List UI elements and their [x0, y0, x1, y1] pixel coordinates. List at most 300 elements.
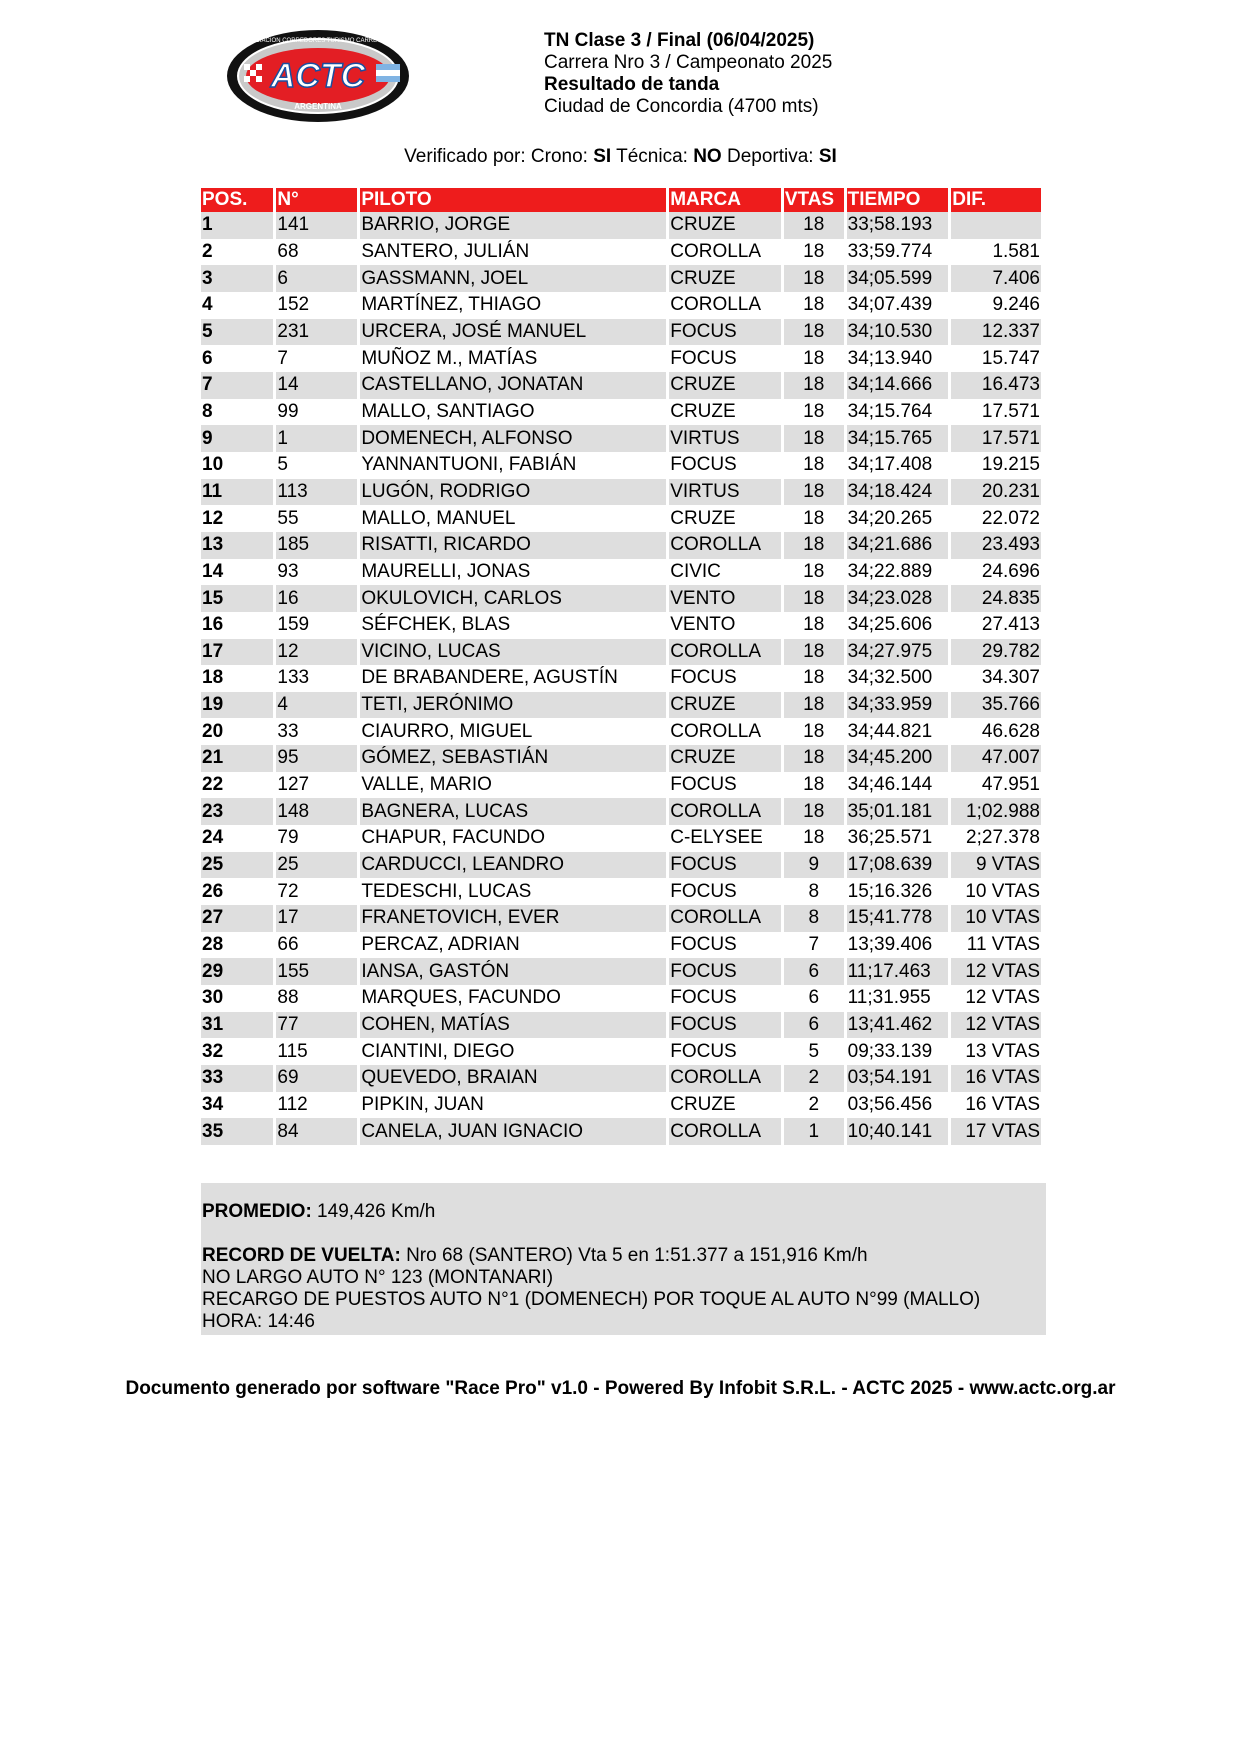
cell-dif: 24.696 [981, 560, 1040, 582]
cell-pos: 33 [201, 1065, 273, 1092]
table-row [201, 239, 1041, 266]
cell-num: 25 [276, 852, 357, 879]
cell-piloto: OKULOVICH, CARLOS [360, 585, 666, 612]
cell-vtas: 18 [784, 265, 844, 292]
cell-tiempo: 33;58.193 [847, 212, 949, 239]
table-row [201, 452, 1041, 479]
cell-vtas: 18 [784, 692, 844, 719]
cell-piloto: DE BRABANDERE, AGUSTÍN [361, 667, 618, 689]
cell-marca: VENTO [670, 614, 736, 636]
cell-piloto: MAURELLI, JONAS [361, 560, 531, 582]
cell-tiempo: 15;16.326 [847, 880, 933, 902]
cell-piloto: GÓMEZ, SEBASTIÁN [360, 745, 666, 772]
cell-pos: 6 [202, 347, 213, 369]
header-piloto: PILOTO [360, 188, 666, 212]
cell-dif: 16 VTAS [965, 1093, 1040, 1115]
cell-pos: 19 [201, 692, 273, 719]
cell-piloto: TETI, JERÓNIMO [360, 692, 666, 719]
cell-pos: 17 [201, 639, 273, 666]
header-dif: DIF. [951, 188, 1041, 212]
cell-tiempo: 36;25.571 [847, 827, 933, 849]
cell-num: 68 [277, 240, 299, 262]
table-row [201, 585, 1041, 612]
cell-marca: FOCUS [670, 1040, 737, 1062]
cell-vtas: 18 [784, 425, 844, 452]
header-tiempo: TIEMPO [847, 188, 949, 212]
cell-tiempo: 34;25.606 [847, 614, 933, 636]
cell-pos: 24 [202, 827, 224, 849]
note-no-largo: NO LARGO AUTO N° 123 (MONTANARI) [202, 1267, 554, 1288]
cell-vtas: 9 [784, 852, 844, 879]
table-row [201, 612, 1041, 639]
table-row [201, 825, 1041, 852]
cell-marca: CRUZE [670, 507, 736, 529]
cell-vtas: 18 [784, 479, 844, 506]
table-row [201, 1118, 1041, 1145]
table-row [201, 958, 1041, 985]
table-row [201, 905, 1041, 932]
table-row [201, 718, 1041, 745]
cell-dif: 12 VTAS [965, 987, 1040, 1009]
cell-vtas: 7 [808, 934, 820, 956]
cell-num: 152 [277, 294, 310, 316]
cell-dif: 34.307 [981, 667, 1040, 689]
cell-dif: 47.951 [981, 774, 1040, 796]
cell-piloto: MALLO, MANUEL [361, 507, 516, 529]
cell-dif: 9.246 [992, 294, 1040, 316]
tecnica-status: NO [693, 146, 722, 167]
cell-marca: FOCUS [670, 347, 737, 369]
cell-dif: 7.406 [951, 265, 1041, 292]
cell-vtas: 18 [803, 827, 825, 849]
cell-tiempo: 33;59.774 [847, 240, 933, 262]
table-row [201, 559, 1041, 586]
table-row [201, 665, 1041, 692]
cell-dif: 11 VTAS [966, 934, 1040, 956]
cell-num: 72 [277, 880, 299, 902]
cell-num: 155 [276, 958, 357, 985]
cell-tiempo: 34;27.975 [847, 639, 949, 666]
cell-dif: 12 VTAS [951, 1012, 1041, 1039]
cell-piloto: SANTERO, JULIÁN [361, 240, 530, 262]
cell-piloto: URCERA, JOSÉ MANUEL [360, 319, 666, 346]
cell-tiempo: 34;20.265 [847, 507, 933, 529]
cell-num: 112 [277, 1093, 308, 1115]
cell-pos: 16 [202, 614, 224, 636]
cell-pos: 4 [202, 294, 213, 316]
cell-marca: CRUZE [669, 212, 781, 239]
cell-pos: 28 [202, 934, 224, 956]
cell-marca: CRUZE [669, 745, 781, 772]
cell-num: 69 [276, 1065, 357, 1092]
table-row [201, 639, 1041, 666]
cell-pos: 29 [201, 958, 273, 985]
cell-marca: CRUZE [669, 692, 781, 719]
cell-pos: 15 [201, 585, 273, 612]
cell-dif: 9 VTAS [951, 852, 1041, 879]
cell-marca: FOCUS [670, 454, 737, 476]
cell-vtas: 18 [803, 720, 825, 742]
cell-tiempo: 15;41.778 [847, 905, 949, 932]
cell-num: 33 [277, 720, 299, 742]
cell-tiempo: 35;01.181 [847, 798, 949, 825]
cell-dif: 12.337 [951, 319, 1041, 346]
table-row [201, 772, 1041, 799]
table-row [201, 878, 1041, 905]
record-line [201, 1245, 1046, 1267]
cell-marca: VIRTUS [669, 479, 781, 506]
cell-pos: 18 [202, 667, 224, 689]
cell-piloto: VALLE, MARIO [361, 774, 492, 796]
cell-marca: COROLLA [669, 639, 781, 666]
cell-dif: 2;27.378 [966, 827, 1040, 849]
cell-vtas: 18 [784, 745, 844, 772]
header-vtas: VTAS [784, 188, 844, 212]
cell-vtas: 18 [803, 294, 825, 316]
cell-piloto: LUGÓN, RODRIGO [360, 479, 666, 506]
cell-num: 159 [277, 614, 310, 636]
cell-tiempo: 34;44.821 [847, 720, 933, 742]
cell-piloto: CASTELLANO, JONATAN [360, 372, 666, 399]
cell-piloto: CHAPUR, FACUNDO [361, 827, 546, 849]
race-time: HORA: 14:46 [202, 1311, 315, 1332]
cell-pos: 32 [202, 1040, 224, 1062]
cell-tiempo: 13;39.406 [847, 934, 933, 956]
cell-num: 231 [276, 319, 357, 346]
cell-pos: 34 [202, 1093, 224, 1115]
table-row [201, 532, 1041, 559]
deportiva-status: SI [818, 146, 837, 167]
cell-tiempo: 34;46.144 [847, 774, 933, 796]
cell-num: 185 [276, 532, 357, 559]
cell-vtas: 8 [784, 905, 844, 932]
cell-piloto: MUÑOZ M., MATÍAS [361, 347, 538, 369]
cell-marca: COROLLA [669, 905, 781, 932]
cell-num: 115 [277, 1040, 308, 1062]
cell-tiempo: 17;08.639 [847, 852, 949, 879]
cell-piloto: CARDUCCI, LEANDRO [360, 852, 666, 879]
cell-num: 16 [276, 585, 357, 612]
cell-piloto: PERCAZ, ADRIAN [361, 934, 520, 956]
cell-pos: 10 [202, 454, 224, 476]
cell-tiempo: 11;17.463 [847, 958, 949, 985]
crono-status: SI [593, 146, 612, 167]
cell-dif: 13 VTAS [965, 1040, 1040, 1062]
cell-piloto: RISATTI, RICARDO [360, 532, 666, 559]
actc-logo [226, 28, 411, 124]
circuit-location: Ciudad de Concordia (4700 mts) [544, 96, 819, 117]
cell-num: 133 [277, 667, 310, 689]
logo-text: ACTC [270, 57, 366, 95]
cell-tiempo: 03;54.191 [847, 1065, 949, 1092]
cell-vtas: 18 [803, 347, 825, 369]
document-subtitle: Resultado de tanda [544, 74, 720, 95]
cell-dif: 27.413 [981, 614, 1040, 636]
cell-marca: CRUZE [669, 372, 781, 399]
promedio-line [201, 1201, 1046, 1223]
cell-marca: CRUZE [670, 400, 736, 422]
cell-vtas: 5 [808, 1040, 820, 1062]
cell-vtas: 18 [784, 585, 844, 612]
cell-dif: 24.835 [951, 585, 1041, 612]
cell-dif: 47.007 [951, 745, 1041, 772]
cell-num: 88 [277, 987, 299, 1009]
cell-dif: 22.072 [981, 507, 1040, 529]
cell-tiempo: 34;23.028 [847, 585, 949, 612]
cell-vtas: 18 [784, 212, 844, 239]
cell-pos: 30 [202, 987, 224, 1009]
cell-marca: VENTO [669, 585, 781, 612]
table-row [201, 1092, 1041, 1119]
cell-pos: 1 [201, 212, 273, 239]
cell-marca: FOCUS [670, 987, 737, 1009]
cell-piloto: MARQUES, FACUNDO [361, 987, 561, 1009]
cell-marca: CRUZE [669, 265, 781, 292]
results-body [201, 212, 1041, 1145]
cell-pos: 35 [201, 1118, 273, 1145]
cell-piloto: YANNANTUONI, FABIÁN [361, 454, 577, 476]
cell-piloto: MARTÍNEZ, THIAGO [361, 294, 542, 316]
cell-tiempo: 34;05.599 [847, 265, 949, 292]
cell-num: 4 [276, 692, 357, 719]
cell-pos: 8 [202, 400, 213, 422]
logo-ring-text: ASOCIACION CORREDORES TURISMO CARRETERA [242, 38, 394, 44]
cell-pos: 22 [202, 774, 224, 796]
table-row [201, 1065, 1041, 1092]
cell-dif: 17.571 [981, 400, 1040, 422]
logo-subtext: ARGENTINA [294, 102, 342, 111]
cell-tiempo: 34;21.686 [847, 532, 949, 559]
cell-tiempo: 34;45.200 [847, 745, 949, 772]
cell-dif: 1;02.988 [951, 798, 1041, 825]
cell-vtas: 6 [808, 987, 820, 1009]
cell-piloto: VICINO, LUCAS [360, 639, 666, 666]
cell-piloto: GASSMANN, JOEL [360, 265, 666, 292]
cell-vtas: 18 [803, 400, 825, 422]
cell-tiempo: 09;33.139 [847, 1040, 933, 1062]
cell-vtas: 18 [803, 614, 825, 636]
cell-dif: 19.215 [981, 454, 1040, 476]
cell-piloto: COHEN, MATÍAS [360, 1012, 666, 1039]
results-header-row [201, 188, 1041, 212]
cell-vtas: 18 [803, 454, 825, 476]
cell-piloto: DOMENECH, ALFONSO [360, 425, 666, 452]
logo-flag-stripe-middle [376, 70, 400, 76]
header-marca: MARCA [669, 188, 781, 212]
cell-vtas: 18 [803, 667, 825, 689]
verification-line [0, 146, 1241, 168]
cell-num: 17 [276, 905, 357, 932]
cell-marca: FOCUS [670, 774, 737, 796]
cell-num: 93 [277, 560, 299, 582]
logo-flag-stripe-bottom [376, 76, 400, 82]
cell-dif: 15.747 [981, 347, 1040, 369]
table-row [201, 372, 1041, 399]
cell-vtas: 18 [784, 798, 844, 825]
record-value: Nro 68 (SANTERO) Vta 5 en 1:51.377 a 151,916 Km/h [400, 1245, 868, 1266]
cell-tiempo: 34;32.500 [847, 667, 933, 689]
cell-vtas: 18 [803, 240, 825, 262]
cell-marca: FOCUS [669, 319, 781, 346]
cell-pos: 31 [201, 1012, 273, 1039]
cell-piloto: SÉFCHEK, BLAS [361, 614, 511, 636]
cell-marca: COROLLA [669, 798, 781, 825]
cell-marca: FOCUS [670, 934, 737, 956]
document-footer: Documento generado por software "Race Pro" v1.0 - Powered By Infobit S.R.L. - ACTC 2025 - www.actc.org.ar [125, 1378, 1116, 1399]
cell-vtas: 18 [784, 319, 844, 346]
cell-marca: FOCUS [670, 880, 737, 902]
cell-piloto: QUEVEDO, BRAIAN [360, 1065, 666, 1092]
cell-dif [951, 212, 1041, 239]
cell-vtas: 2 [784, 1065, 844, 1092]
cell-marca: COROLLA [669, 532, 781, 559]
cell-dif: 16.473 [951, 372, 1041, 399]
record-label: RECORD DE VUELTA: [202, 1245, 401, 1266]
cell-vtas: 18 [803, 774, 825, 796]
cell-num: 5 [277, 454, 288, 476]
cell-tiempo: 03;56.456 [847, 1093, 933, 1115]
cell-vtas: 18 [784, 639, 844, 666]
cell-pos: 3 [201, 265, 273, 292]
cell-vtas: 6 [784, 958, 844, 985]
results-table [198, 188, 1044, 1145]
promedio-label: PROMEDIO: [202, 1201, 312, 1222]
cell-num: 6 [276, 265, 357, 292]
cell-piloto: IANSA, GASTÓN [360, 958, 666, 985]
table-row [201, 425, 1041, 452]
cell-pos: 21 [201, 745, 273, 772]
cell-dif: 35.766 [951, 692, 1041, 719]
cell-tiempo: 34;14.666 [847, 372, 949, 399]
cell-vtas: 6 [784, 1012, 844, 1039]
cell-dif: 20.231 [951, 479, 1041, 506]
cell-tiempo: 34;15.764 [847, 400, 933, 422]
cell-tiempo: 34;17.408 [847, 454, 933, 476]
cell-vtas: 2 [808, 1093, 820, 1115]
cell-tiempo: 34;13.940 [847, 347, 933, 369]
table-row [201, 292, 1041, 319]
cell-num: 148 [276, 798, 357, 825]
cell-pos: 26 [202, 880, 224, 902]
cell-vtas: 8 [808, 880, 820, 902]
cell-num: 1 [276, 425, 357, 452]
verification-prefix: Verificado por: Crono: [404, 146, 594, 167]
cell-tiempo: 34;18.424 [847, 479, 949, 506]
cell-vtas: 18 [784, 372, 844, 399]
cell-pos: 11 [201, 479, 273, 506]
cell-piloto: BAGNERA, LUCAS [360, 798, 666, 825]
cell-dif: 16 VTAS [951, 1065, 1041, 1092]
cell-vtas: 18 [803, 560, 825, 582]
deportiva-label: Deportiva: [721, 146, 819, 167]
cell-num: 141 [276, 212, 357, 239]
header-num: N° [276, 188, 357, 212]
cell-num: 79 [277, 827, 299, 849]
cell-piloto: MALLO, SANTIAGO [361, 400, 535, 422]
race-info: Carrera Nro 3 / Campeonato 2025 [544, 52, 833, 73]
table-row [201, 745, 1041, 772]
cell-marca: FOCUS [669, 958, 781, 985]
cell-marca: COROLLA [670, 294, 762, 316]
cell-pos: 7 [201, 372, 273, 399]
cell-num: 55 [277, 507, 299, 529]
tecnica-label: Técnica: [611, 146, 694, 167]
cell-pos: 14 [202, 560, 224, 582]
cell-pos: 5 [201, 319, 273, 346]
table-row [201, 265, 1041, 292]
cell-num: 84 [276, 1118, 357, 1145]
cell-num: 77 [276, 1012, 357, 1039]
cell-piloto: FRANETOVICH, EVER [360, 905, 666, 932]
cell-num: 127 [277, 774, 310, 796]
cell-vtas: 1 [784, 1118, 844, 1145]
cell-dif: 46.628 [981, 720, 1040, 742]
cell-dif: 17.571 [951, 425, 1041, 452]
event-title: TN Clase 3 / Final (06/04/2025) [544, 30, 815, 51]
cell-piloto: PIPKIN, JUAN [361, 1093, 484, 1115]
cell-marca: C-ELYSEE [670, 827, 763, 849]
cell-pos: 25 [201, 852, 273, 879]
cell-marca: COROLLA [669, 1065, 781, 1092]
table-row [201, 1038, 1041, 1065]
table-row [201, 399, 1041, 426]
cell-vtas: 18 [803, 507, 825, 529]
cell-pos: 12 [202, 507, 224, 529]
table-row [201, 479, 1041, 506]
cell-tiempo: 34;33.959 [847, 692, 949, 719]
cell-piloto: CIANTINI, DIEGO [361, 1040, 515, 1062]
table-row [201, 505, 1041, 532]
table-row [201, 212, 1041, 239]
table-row [201, 319, 1041, 346]
cell-pos: 20 [202, 720, 224, 742]
cell-marca: FOCUS [670, 667, 737, 689]
table-row [201, 852, 1041, 879]
cell-num: 12 [276, 639, 357, 666]
table-row [201, 1012, 1041, 1039]
table-row [201, 692, 1041, 719]
cell-dif: 17 VTAS [951, 1118, 1041, 1145]
cell-pos: 2 [202, 240, 213, 262]
race-summary [201, 1183, 1046, 1335]
cell-pos: 27 [201, 905, 273, 932]
table-row [201, 932, 1041, 959]
cell-tiempo: 34;15.765 [847, 425, 949, 452]
cell-dif: 12 VTAS [951, 958, 1041, 985]
cell-tiempo: 13;41.462 [847, 1012, 949, 1039]
cell-marca: FOCUS [669, 852, 781, 879]
cell-tiempo: 11;31.955 [847, 987, 931, 1009]
cell-piloto: CANELA, JUAN IGNACIO [360, 1118, 666, 1145]
cell-num: 7 [277, 347, 288, 369]
logo-flag-stripe-top [376, 64, 400, 70]
cell-piloto: CIAURRO, MIGUEL [361, 720, 533, 742]
note-recargo: RECARGO DE PUESTOS AUTO N°1 (DOMENECH) POR TOQUE AL AUTO N°99 (MALLO) [202, 1289, 981, 1310]
cell-dif: 29.782 [951, 639, 1041, 666]
cell-dif: 1.581 [992, 240, 1040, 262]
cell-piloto: BARRIO, JORGE [360, 212, 666, 239]
cell-tiempo: 34;07.439 [847, 294, 933, 316]
cell-tiempo: 10;40.141 [847, 1118, 949, 1145]
cell-pos: 23 [201, 798, 273, 825]
table-row [201, 985, 1041, 1012]
cell-marca: CIVIC [670, 560, 721, 582]
cell-num: 66 [277, 934, 299, 956]
cell-num: 14 [276, 372, 357, 399]
document-header [544, 30, 832, 118]
cell-dif: 10 VTAS [965, 880, 1040, 902]
cell-num: 113 [276, 479, 357, 506]
